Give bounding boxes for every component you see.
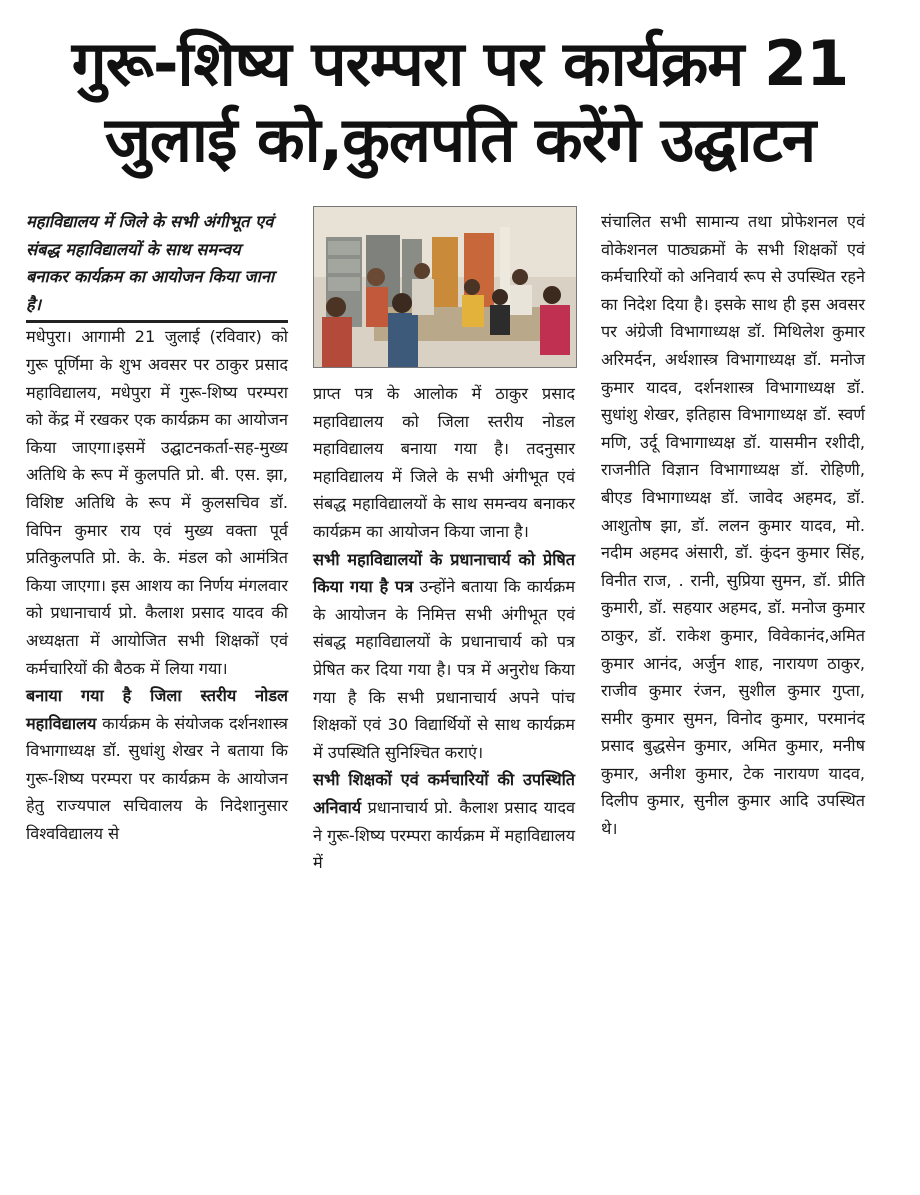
- body-paragraph-1: मधेपुरा। आगामी 21 जुलाई (रविवार) को गुरू पूर्णिमा के शुभ अवसर पर ठाकुर प्रसाद महाविद्यालय, मधेपुरा में गुरू-शिष्य परम्परा को केंद्र में रखकर एक कार्यक्रम का आयोजन किया जाएगा।इसमें उद्घाटनकर्ता-सह-मुख्य अतिथि के रूप में कुलपति प्रो. बी. एस. झा, विशिष्ट अतिथि के रूप में कुलसचिव डॉ. विपिन कुमार राय एवं मुख्य वक्ता पूर्व प्रतिकुलपति प्रो. के. के. मंडल को आमंत्रित किया जाएगा। इस आशय का निर्णय मंगलवार को प्रधानाचार्य प्रो. कैलाश प्रसाद यादव की अध्यक्षता में आयोजित सभी शिक्षकों एवं कर्मचारियों की बैठक में लिया गया।: [26, 327, 288, 678]
- headline: [0, 26, 920, 178]
- subheading-attendance-mandatory: सभी शिक्षकों एवं कर्मचारियों की उपस्थिति अनिवार्य: [313, 770, 575, 817]
- body-paragraph-2: [26, 682, 288, 848]
- body-paragraph-6: संचालित सभी सामान्य तथा प्रोफेशनल एवं वोकेशनल पाठ्यक्रमों के सभी शिक्षकों एवं कर्मचारियों को अनिवार्य रूप से उपस्थित रहने का निदेश दिया है। इसके साथ ही इस अवसर पर अंग्रेजी विभागाध्यक्ष डॉ. मिथिलेश कुमार अरिमर्दन, अर्थशास्त्र विभागाध्यक्ष डॉ. मनोज कुमार यादव, दर्शनशास्त्र विभागाध्यक्ष डॉ. सुधांशु शेखर, इतिहास विभागाध्यक्ष डॉ. स्वर्ण मणि, उर्दू विभागाध्यक्ष डॉ. यासमीन रशीदी, राजनीति विज्ञान विभागाध्यक्ष डॉ. रोहिणी, बीएड विभागाध्यक्ष डॉ. जावेद अहमद, डॉ. आशुतोष झा, डॉ. ललन कुमार यादव, मो. नदीम अहमद अंसारी, डॉ. कुंदन कुमार सिंह, विनीत राज, . रानी, सुप्रिया सुमन, डॉ. प्रीति कुमारी, डॉ. सहयार अहमद, डॉ. मनोज कुमार ठाकुर, डॉ. राकेश कुमार, विवेकानंद,अमित कुमार आनंद, अर्जुन शाह, नारायण ठाकुर, राजीव कुमार रंजन, सुशील कुमार गुप्ता, समीर कुमार सुमन, विनोद कुमार, परमानंद प्रसाद बुद्धसेन कुमार, अमित कुमार, मनीष कुमार, अनीश कुमार, टेक नारायण यादव, दिलीप कुमार, सुनील कुमार आदि उपस्थित थे।: [601, 212, 865, 839]
- body-paragraph-5-text: प्रधानाचार्य प्रो. कैलाश प्रसाद यादव ने गुरू-शिष्य परम्परा कार्यक्रम में महाविद्यालय में: [313, 797, 575, 873]
- body-paragraph-2-text: कार्यक्रम के संयोजक दर्शनशास्त्र विभागाध्यक्ष डॉ. सुधांशु शेखर ने बताया कि गुरू-शिष्य परम्परा पर कार्यक्रम के आयोजन हेतु राज्यपाल सचिवालय के निदेशानुसार विश्वविद्यालय से: [26, 713, 288, 844]
- headline-line-1: गुरू-शिष्य परम्परा पर कार्यक्रम 21: [71, 27, 849, 100]
- deck-summary: महाविद्यालय में जिले के सभी अंगीभूत एवं संबद्ध महाविद्यालयों के साथ समन्वय बनाकर कार्यक्रम का आयोजन किया जाना है।: [26, 208, 288, 323]
- body-paragraph-4-text: उन्होंने बताया कि कार्यक्रम के आयोजन के निमित्त सभी अंगीभूत एवं संबद्ध महाविद्यालयों के प्रधानाचार्य को पत्र प्रेषित कर दिया गया है। पत्र में अनुरोध किया गया है कि सभी प्रधानाचार्य अपने पांच शिक्षकों एवं 30 विद्यार्थियों से साथ कार्यक्रम में उपस्थिति सुनिश्चित कराएं।: [313, 577, 575, 762]
- meeting-photo: [313, 206, 577, 368]
- body-paragraph-5: [313, 766, 575, 876]
- column-2: [313, 206, 575, 877]
- column-3: [601, 208, 865, 843]
- headline-line-2: जुलाई को,कुलपति करेंगे उद्घाटन: [104, 103, 816, 176]
- body-paragraph-4: [313, 546, 575, 767]
- subheading-principal-letter: सभी महाविद्यालयों के प्रधानाचार्य को प्रेषित किया गया है पत्र: [313, 549, 575, 597]
- column-1: [26, 208, 288, 848]
- subheading-nodal-college: बनाया गया है जिला स्तरीय नोडल महाविद्यालय: [26, 686, 288, 733]
- body-paragraph-3: प्राप्त पत्र के आलोक में ठाकुर प्रसाद महाविद्यालय को जिला स्तरीय नोडल महाविद्यालय बनाया गया है। तदनुसार महाविद्यालय में जिले के सभी अंगीभूत एवं संबद्ध महाविद्यालयों के साथ समन्वय बनाकर कार्यक्रम का आयोजन किया जाना है।: [313, 384, 575, 541]
